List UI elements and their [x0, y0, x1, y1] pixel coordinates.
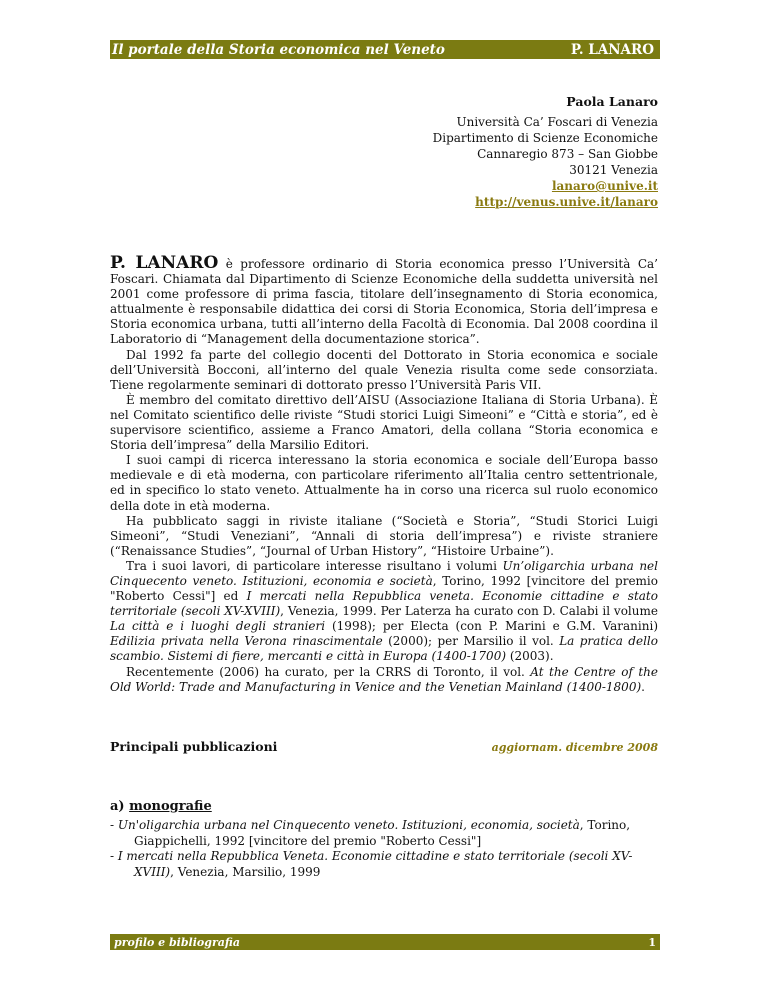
address-line: 30121 Venezia	[569, 163, 658, 177]
list-item: - I mercati nella Repubblica Veneta. Economie cittadine e stato territoriale (secoli XV-XVIII), Venezia, Marsilio, 1999	[110, 849, 633, 879]
bio-paragraph: P. LANARO è professore ordinario di Storia economica presso l’Università Ca’ Foscari. Chiamata dal Dipartimento di Scienze Economiche della suddetta università nel 2001 come professore di prima fascia, titolare dell’insegnamento di Storia economica, attualmente è responsabile didattica dei corsi di Storia Economica, Storia dell’impresa e Storia economica urbana, tutti all’interno della Facoltà di Economia. Dal 2008 coordina il Laboratorio di “Management della documentazione storica”.	[110, 253, 658, 347]
address-block	[433, 94, 658, 210]
address-line: Università Ca’ Foscari di Venezia	[456, 115, 658, 129]
website-link[interactable]: http://venus.unive.it/lanaro	[475, 195, 658, 209]
header-author: P. LANARO	[570, 41, 654, 58]
email-link[interactable]: lanaro@unive.it	[551, 179, 658, 193]
address-line: Cannaregio 873 – San Giobbe	[477, 147, 658, 161]
footer-label: profilo e bibliografia	[114, 935, 240, 949]
biography	[110, 253, 659, 695]
bio-paragraph: Recentemente (2006) ha curato, per la CRRS di Toronto, il vol. At the Centre of the Old World: Trade and Manufacturing in Venice and the Venetian Mainland (1400-1800).	[110, 664, 658, 694]
page-number: 1	[648, 935, 656, 949]
bio-paragraph: È membro del comitato direttivo dell’AISU (Associazione Italiana di Storia Urbana). È nel Comitato scientifico delle riviste “Studi storici Luigi Simeoni” e “Città e storia”, ed è supervisore scientifico, assieme a Franco Amatori, della collana “Storia economica e Storia dell’impresa” della Marsilio Editori.	[110, 392, 658, 453]
publications-header	[110, 739, 658, 754]
publications-title: Principali pubblicazioni	[110, 739, 278, 754]
bio-lead: P. LANARO	[110, 253, 219, 273]
list-item: - Un'oligarchia urbana nel Cinquecento veneto. Istituzioni, economia, società, Torino, Giappichelli, 1992 [vincitore del premio "Roberto Cessi"]	[110, 818, 631, 848]
page-footer	[110, 934, 660, 950]
address-line: Dipartimento di Scienze Economiche	[432, 131, 658, 145]
page-header	[110, 40, 660, 59]
bio-paragraph: Ha pubblicato saggi in riviste italiane (“Società e Storia”, “Studi Storici Luigi Simeoni”, “Studi Veneziani”, “Annali di storia dell’impresa”) e riviste straniere (“Renaissance Studies”, “Journal of Urban History”, “Histoire Urbaine”).	[110, 513, 658, 558]
header-title: Il portale della Storia economica nel Veneto	[112, 41, 445, 58]
bio-paragraph: Dal 1992 fa parte del collegio docenti del Dottorato in Storia economica e sociale dell’Università Bocconi, all’interno del quale Venezia risulta come sede consorziata. Tiene regolarmente seminari di dottorato presso l’Università Paris VII.	[110, 347, 658, 392]
update-date: aggiornam. dicembre 2008	[491, 741, 658, 754]
author-name: Paola Lanaro	[566, 94, 658, 109]
bio-paragraph: Tra i suoi lavori, di particolare interesse risultano i volumi Un’oligarchia urbana nel Cinquecento veneto. Istituzioni, economia e società, Torino, 1992 [vincitore del premio "Roberto Cessi"] ed I mercati nella Repubblica veneta. Economie cittadine e stato territoriale (secoli XV-XVIII), Venezia, 1999. Per Laterza ha curato con D. Calabi il volume La città e i luoghi degli stranieri (1998); per Electa (con P. Marini e G.M. Varanini) Edilizia privata nella Verona rinascimentale (2000); per Marsilio il vol. La pratica dello scambio. Sistemi di fiere, mercanti e città in Europa (1400-1700) (2003).	[110, 558, 659, 664]
publication-list	[110, 818, 660, 880]
bio-paragraph: I suoi campi di ricerca interessano la storia economica e sociale dell’Europa basso medievale e di età moderna, con particolare riferimento all’Italia centro settentrionale, ed in specifico lo stato veneto. Attualmente ha in corso una ricerca sul ruolo economico della dote in età moderna.	[110, 453, 658, 513]
section-heading: a) monografie	[110, 799, 212, 814]
